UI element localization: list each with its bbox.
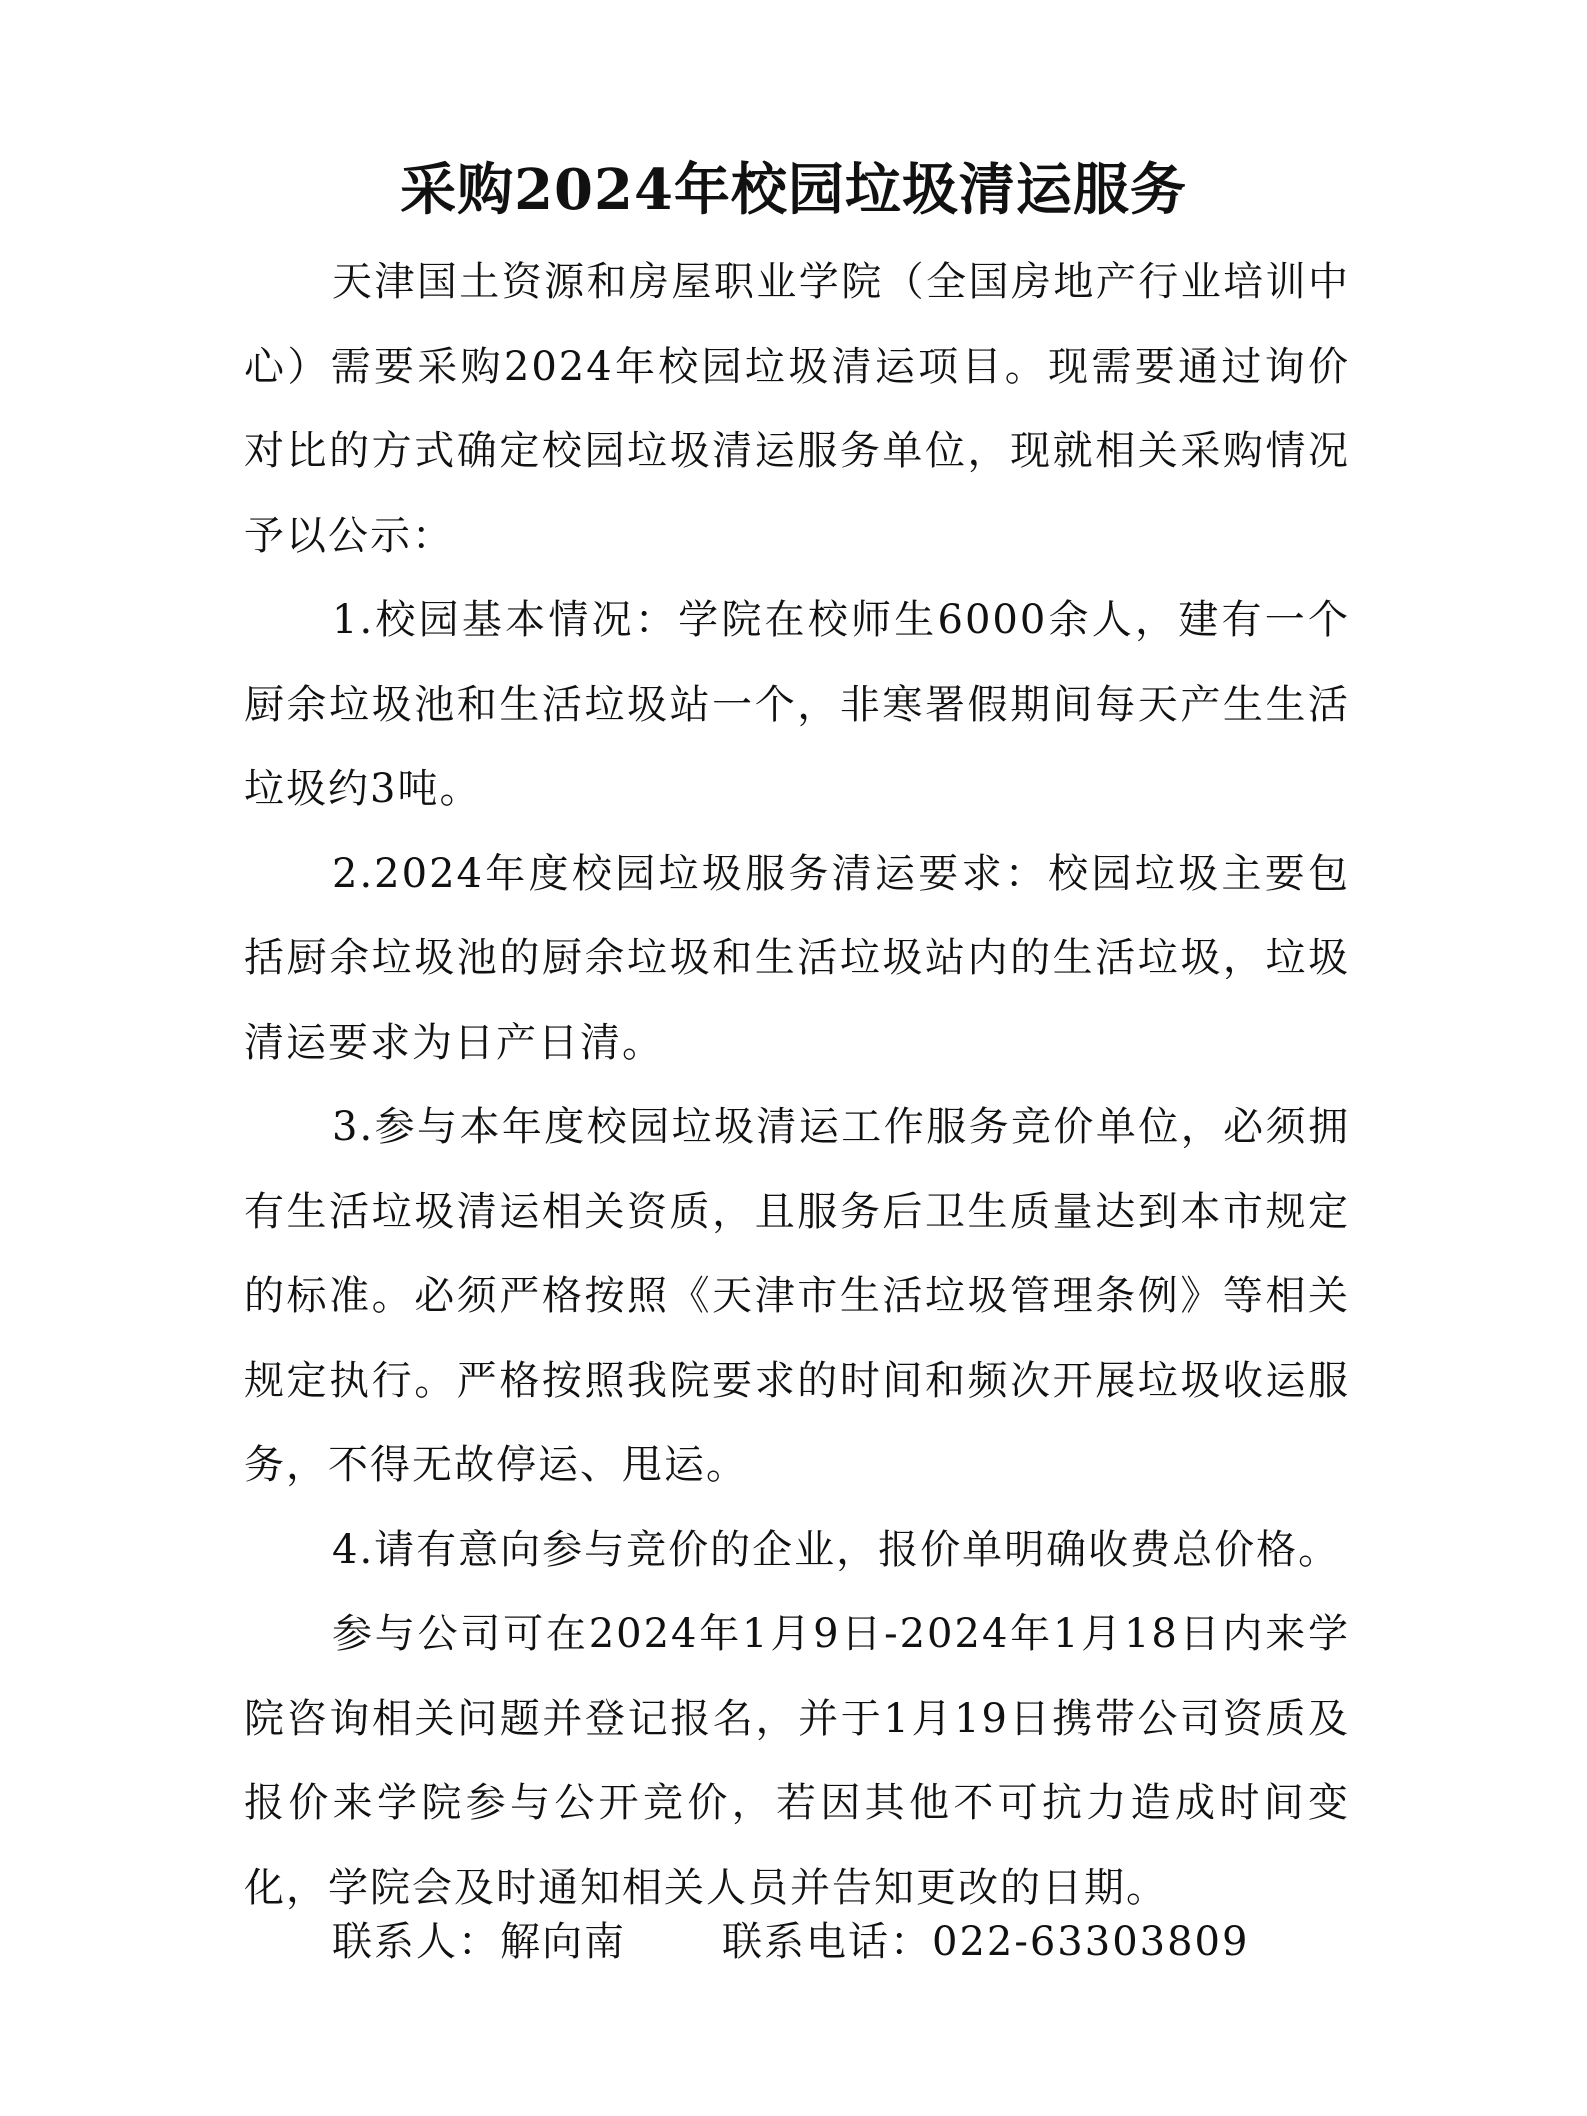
contact-line (332, 1900, 1249, 1984)
document-body (244, 240, 1350, 1930)
document-title: 采购2024年校园垃圾清运服务 (400, 157, 1187, 223)
paragraph-schedule: 参与公司可在2024年1月9日-2024年1月18日内来学院咨询相关问题并登记报名，并于1月19日携带公司资质及报价来学院参与公开竞价，若因其他不可抗力造成时间变化，学院会及时通知相关人员并告知更改的日期。 (244, 1611, 1350, 1911)
paragraph-intro: 天津国土资源和房屋职业学院（全国房地产行业培训中心）需要采购2024年校园垃圾清运项目。现需要通过询价对比的方式确定校园垃圾清运服务单位，现就相关采购情况予以公示： (244, 259, 1350, 559)
contact-phone: 联系电话：022-63303809 (722, 1919, 1250, 1965)
paragraph-item-2: 2.2024年度校园垃圾服务清运要求：校园垃圾主要包括厨余垃圾池的厨余垃圾和生活垃圾站内的生活垃圾，垃圾清运要求为日产日清。 (244, 850, 1350, 1066)
paragraph-item-1: 1.校园基本情况：学院在校师生6000余人，建有一个厨余垃圾池和生活垃圾站一个，非寒署假期间每天产生生活垃圾约3吨。 (244, 597, 1350, 812)
paragraph-item-3: 3.参与本年度校园垃圾清运工作服务竞价单位，必须拥有生活垃圾清运相关资质，且服务后卫生质量达到本市规定的标准。必须严格按照《天津市生活垃圾管理条例》等相关规定执行。严格按照我院要求的时间和频次开展垃圾收运服务，不得无故停运、甩运。 (244, 1104, 1350, 1488)
paragraph-item-4: 4.请有意向参与竞价的企业，报价单明确收费总价格。 (332, 1526, 1341, 1573)
contact-person: 联系人：解向南 (332, 1919, 626, 1965)
